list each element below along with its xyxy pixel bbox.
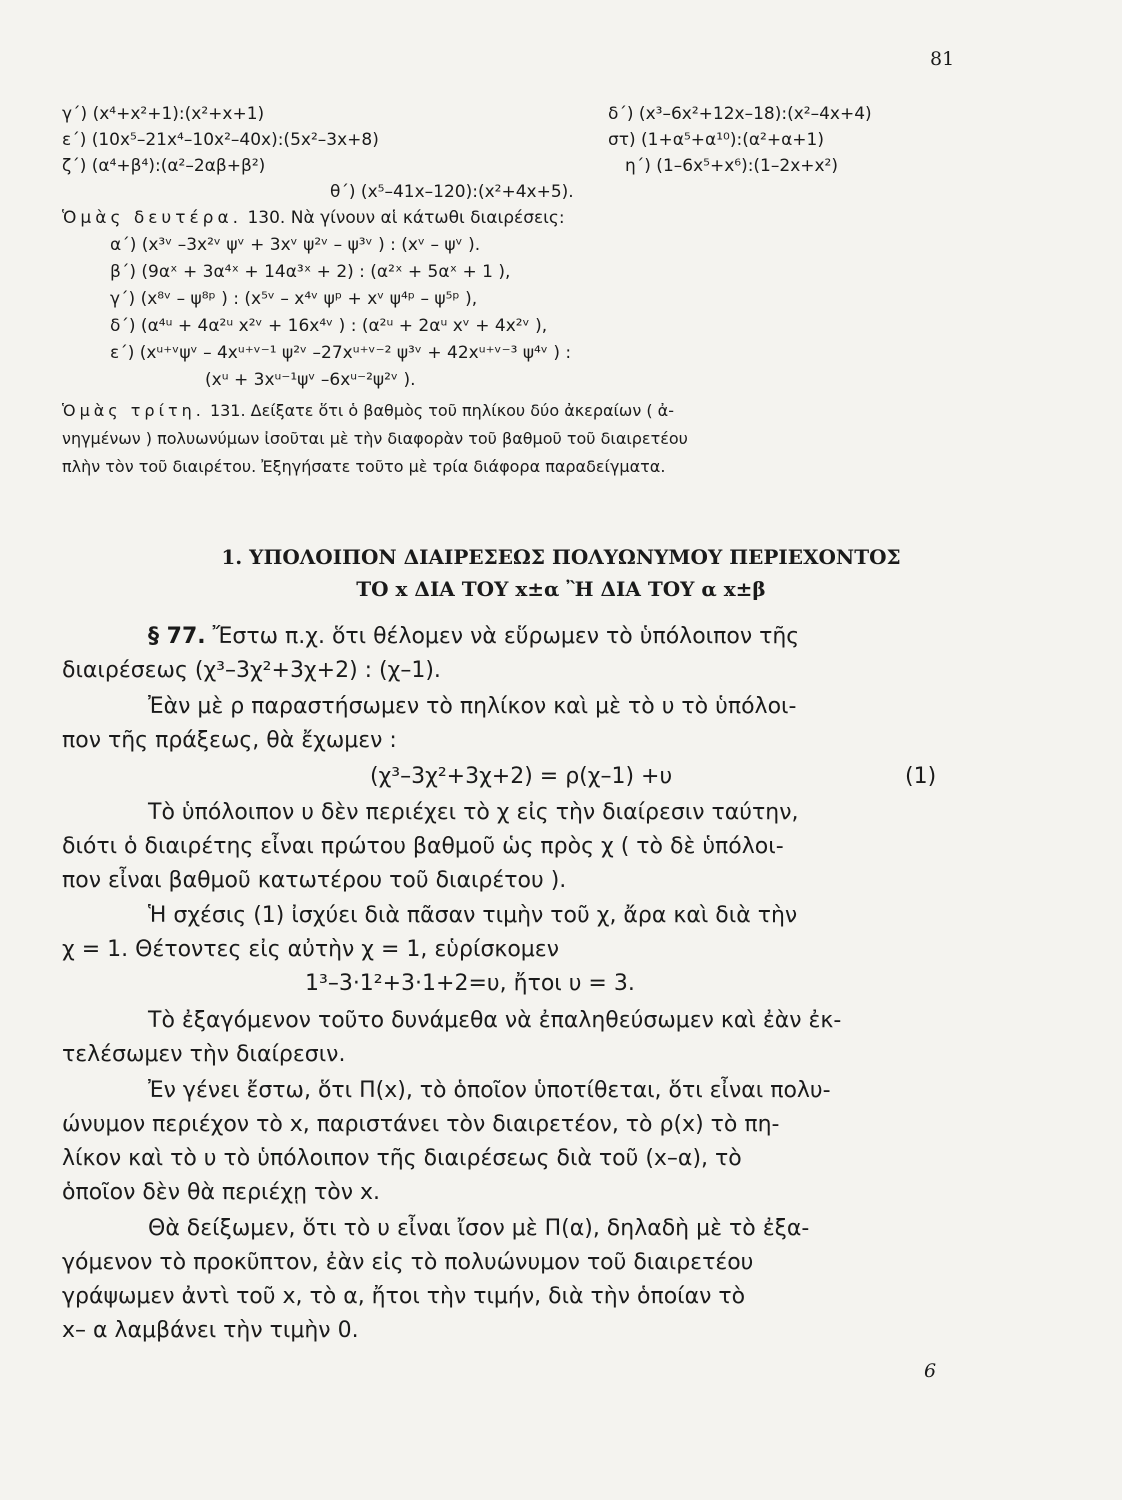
body-line: Τὸ ἐξαγόμενον τοῦτο δυνάμεθα νὰ ἐπαληθεύσωμεν καὶ ἐὰν ἐκ- [148, 1008, 842, 1033]
group-two-label: Ὁμὰς δευτέρα. [62, 208, 243, 228]
body-line: πον τῆς πράξεως, θὰ ἔχωμεν : [62, 728, 397, 753]
body-line: τελέσωμεν τὴν διαίρεσιν. [62, 1042, 346, 1067]
equation-1: (χ³–3χ²+3χ+2) = ρ(χ–1) +υ [370, 764, 673, 789]
exercise-zeta: ζ΄) (α⁴+β⁴):(α²–2αβ+β²) [62, 156, 266, 176]
section-heading-line-2: ΤΟ x ΔΙΑ ΤΟΥ x±α Ἢ ΔΙΑ ΤΟΥ α x±β [356, 577, 766, 601]
exercise-gamma: γ΄) (x⁴+x²+1):(x²+x+1) [62, 104, 265, 124]
section-heading-line-1: 1. ΥΠΟΛΟΙΠΟΝ ΔΙΑΙΡΕΣΕΩΣ ΠΟΛΥΩΝΥΜΟΥ ΠΕΡΙΕΧΟΝΤΟΣ [221, 545, 901, 569]
group-three-line: πλὴν τὸν τοῦ διαιρέτου. Ἐξηγήσατε τοῦτο μὲ τρία διάφορα παραδείγματα. [62, 457, 666, 476]
body-line: πον εἶναι βαθμοῦ κατωτέρου τοῦ διαιρέτου ). [62, 868, 567, 893]
exercise-st: στ) (1+α⁵+α¹⁰):(α²+α+1) [608, 130, 824, 150]
exercise-theta: θ΄) (x⁵–41x–120):(x²+4x+5). [330, 182, 574, 202]
exercise-epsilon: ε΄) (10x⁵–21x⁴–10x²–40x):(5x²–3x+8) [62, 130, 379, 150]
group-two-item: β΄) (9αˣ + 3α⁴ˣ + 14α³ˣ + 2) : (α²ˣ + 5αˣ + 1 ), [110, 262, 511, 282]
exercise-delta: δ΄) (x³–6x²+12x–18):(x²–4x+4) [608, 104, 872, 124]
paragraph-77-first-line [148, 624, 799, 649]
body-line: Ἐὰν μὲ ρ παραστήσωμεν τὸ πηλίκον καὶ μὲ τὸ υ τὸ ὑπόλοι- [148, 694, 797, 719]
body-line: Τὸ ὑπόλοιπον υ δὲν περιέχει τὸ χ εἰς τὴν διαίρεσιν ταύτην, [148, 800, 799, 825]
body-line: λίκον καὶ τὸ υ τὸ ὑπόλοιπον τῆς διαιρέσεως διὰ τοῦ (x–α), τὸ [62, 1146, 742, 1171]
group-two-heading [62, 208, 565, 228]
equation-1-number: (1) [905, 764, 937, 789]
signature-mark: 6 [924, 1360, 937, 1382]
group-three-text: 131. Δείξατε ὅτι ὁ βαθμὸς τοῦ πηλίκου δύο ἀκεραίων ( ἀ- [209, 401, 674, 420]
group-two-text: 130. Νὰ γίνουν αἱ κάτωθι διαιρέσεις: [247, 208, 565, 228]
computation-line: 1³–3·1²+3·1+2=υ, ἤτοι υ = 3. [305, 971, 635, 996]
group-two-item: α΄) (x³ᵛ –3x²ᵛ ψᵛ + 3xᵛ ψ²ᵛ – ψ³ᵛ ) : (xᵛ – ψᵛ ). [110, 235, 481, 255]
body-line: διαιρέσεως (χ³–3χ²+3χ+2) : (χ–1). [62, 658, 441, 683]
page-number: 81 [930, 48, 955, 70]
body-line: Ἡ σχέσις (1) ἰσχύει διὰ πᾶσαν τιμὴν τοῦ χ, ἄρα καὶ διὰ τὴν [148, 903, 798, 928]
body-line: ώνυμον περιέχον τὸ x, παριστάνει τὸν διαιρετέον, τὸ ρ(x) τὸ πη- [62, 1112, 780, 1137]
body-line: Ἐν γένει ἔστω, ὅτι Π(x), τὸ ὁποῖον ὑποτίθεται, ὅτι εἶναι πολυ- [148, 1078, 831, 1103]
paragraph-number: § 77. [148, 624, 206, 649]
group-three-line: νηγμένων ) πολυωνύμων ἰσοῦται μὲ τὴν διαφορὰν τοῦ βαθμοῦ τοῦ διαιρετέου [62, 429, 688, 448]
group-two-item: γ΄) (x⁸ᵛ – ψ⁸ᵖ ) : (x⁵ᵛ – x⁴ᵛ ψᵖ + xᵛ ψ⁴ᵖ – ψ⁵ᵖ ), [110, 289, 478, 309]
group-two-item: ε΄) (xᵘ⁺ᵛψᵛ – 4xᵘ⁺ᵛ⁻¹ ψ²ᵛ –27xᵘ⁺ᵛ⁻² ψ³ᵛ + 42xᵘ⁺ᵛ⁻³ ψ⁴ᵛ ) : [110, 343, 572, 363]
body-line: ὁποῖον δὲν θὰ περιέχῃ τὸν x. [62, 1180, 381, 1205]
body-line: γράψωμεν ἀντὶ τοῦ x, τὸ α, ἤτοι τὴν τιμήν, διὰ τὴν ὁποίαν τὸ [62, 1284, 746, 1309]
body-line: διότι ὁ διαιρέτης εἶναι πρώτου βαθμοῦ ὡς πρὸς χ ( τὸ δὲ ὑπόλοι- [62, 834, 784, 859]
body-line: γόμενον τὸ προκῦπτον, ἐὰν εἰς τὸ πολυώνυμον τοῦ διαιρετέου [62, 1250, 754, 1275]
group-two-item: δ΄) (α⁴ᵘ + 4α²ᵘ x²ᵛ + 16x⁴ᵛ ) : (α²ᵘ + 2αᵘ xᵛ + 4x²ᵛ ), [110, 316, 548, 336]
paragraph-text: Ἔστω π.χ. ὅτι θέλομεν νὰ εὕρωμεν τὸ ὑπόλοιπον τῆς [212, 624, 800, 649]
body-line: χ = 1. Θέτοντες εἰς αὐτὴν χ = 1, εὑρίσκομεν [62, 937, 559, 962]
group-three-label: Ὁμὰς τρίτη. [62, 401, 205, 420]
body-line: Θὰ δείξωμεν, ὅτι τὸ υ εἶναι ἴσον μὲ Π(α), δηλαδὴ μὲ τὸ ἐξα- [148, 1216, 810, 1241]
group-three-line [62, 401, 674, 420]
group-two-item: (xᵘ + 3xᵘ⁻¹ψᵛ –6xᵘ⁻²ψ²ᵛ ). [205, 370, 416, 390]
exercise-eta: η΄) (1–6x⁵+x⁶):(1–2x+x²) [625, 156, 839, 176]
body-line: x– α λαμβάνει τὴν τιμὴν 0. [62, 1318, 359, 1343]
